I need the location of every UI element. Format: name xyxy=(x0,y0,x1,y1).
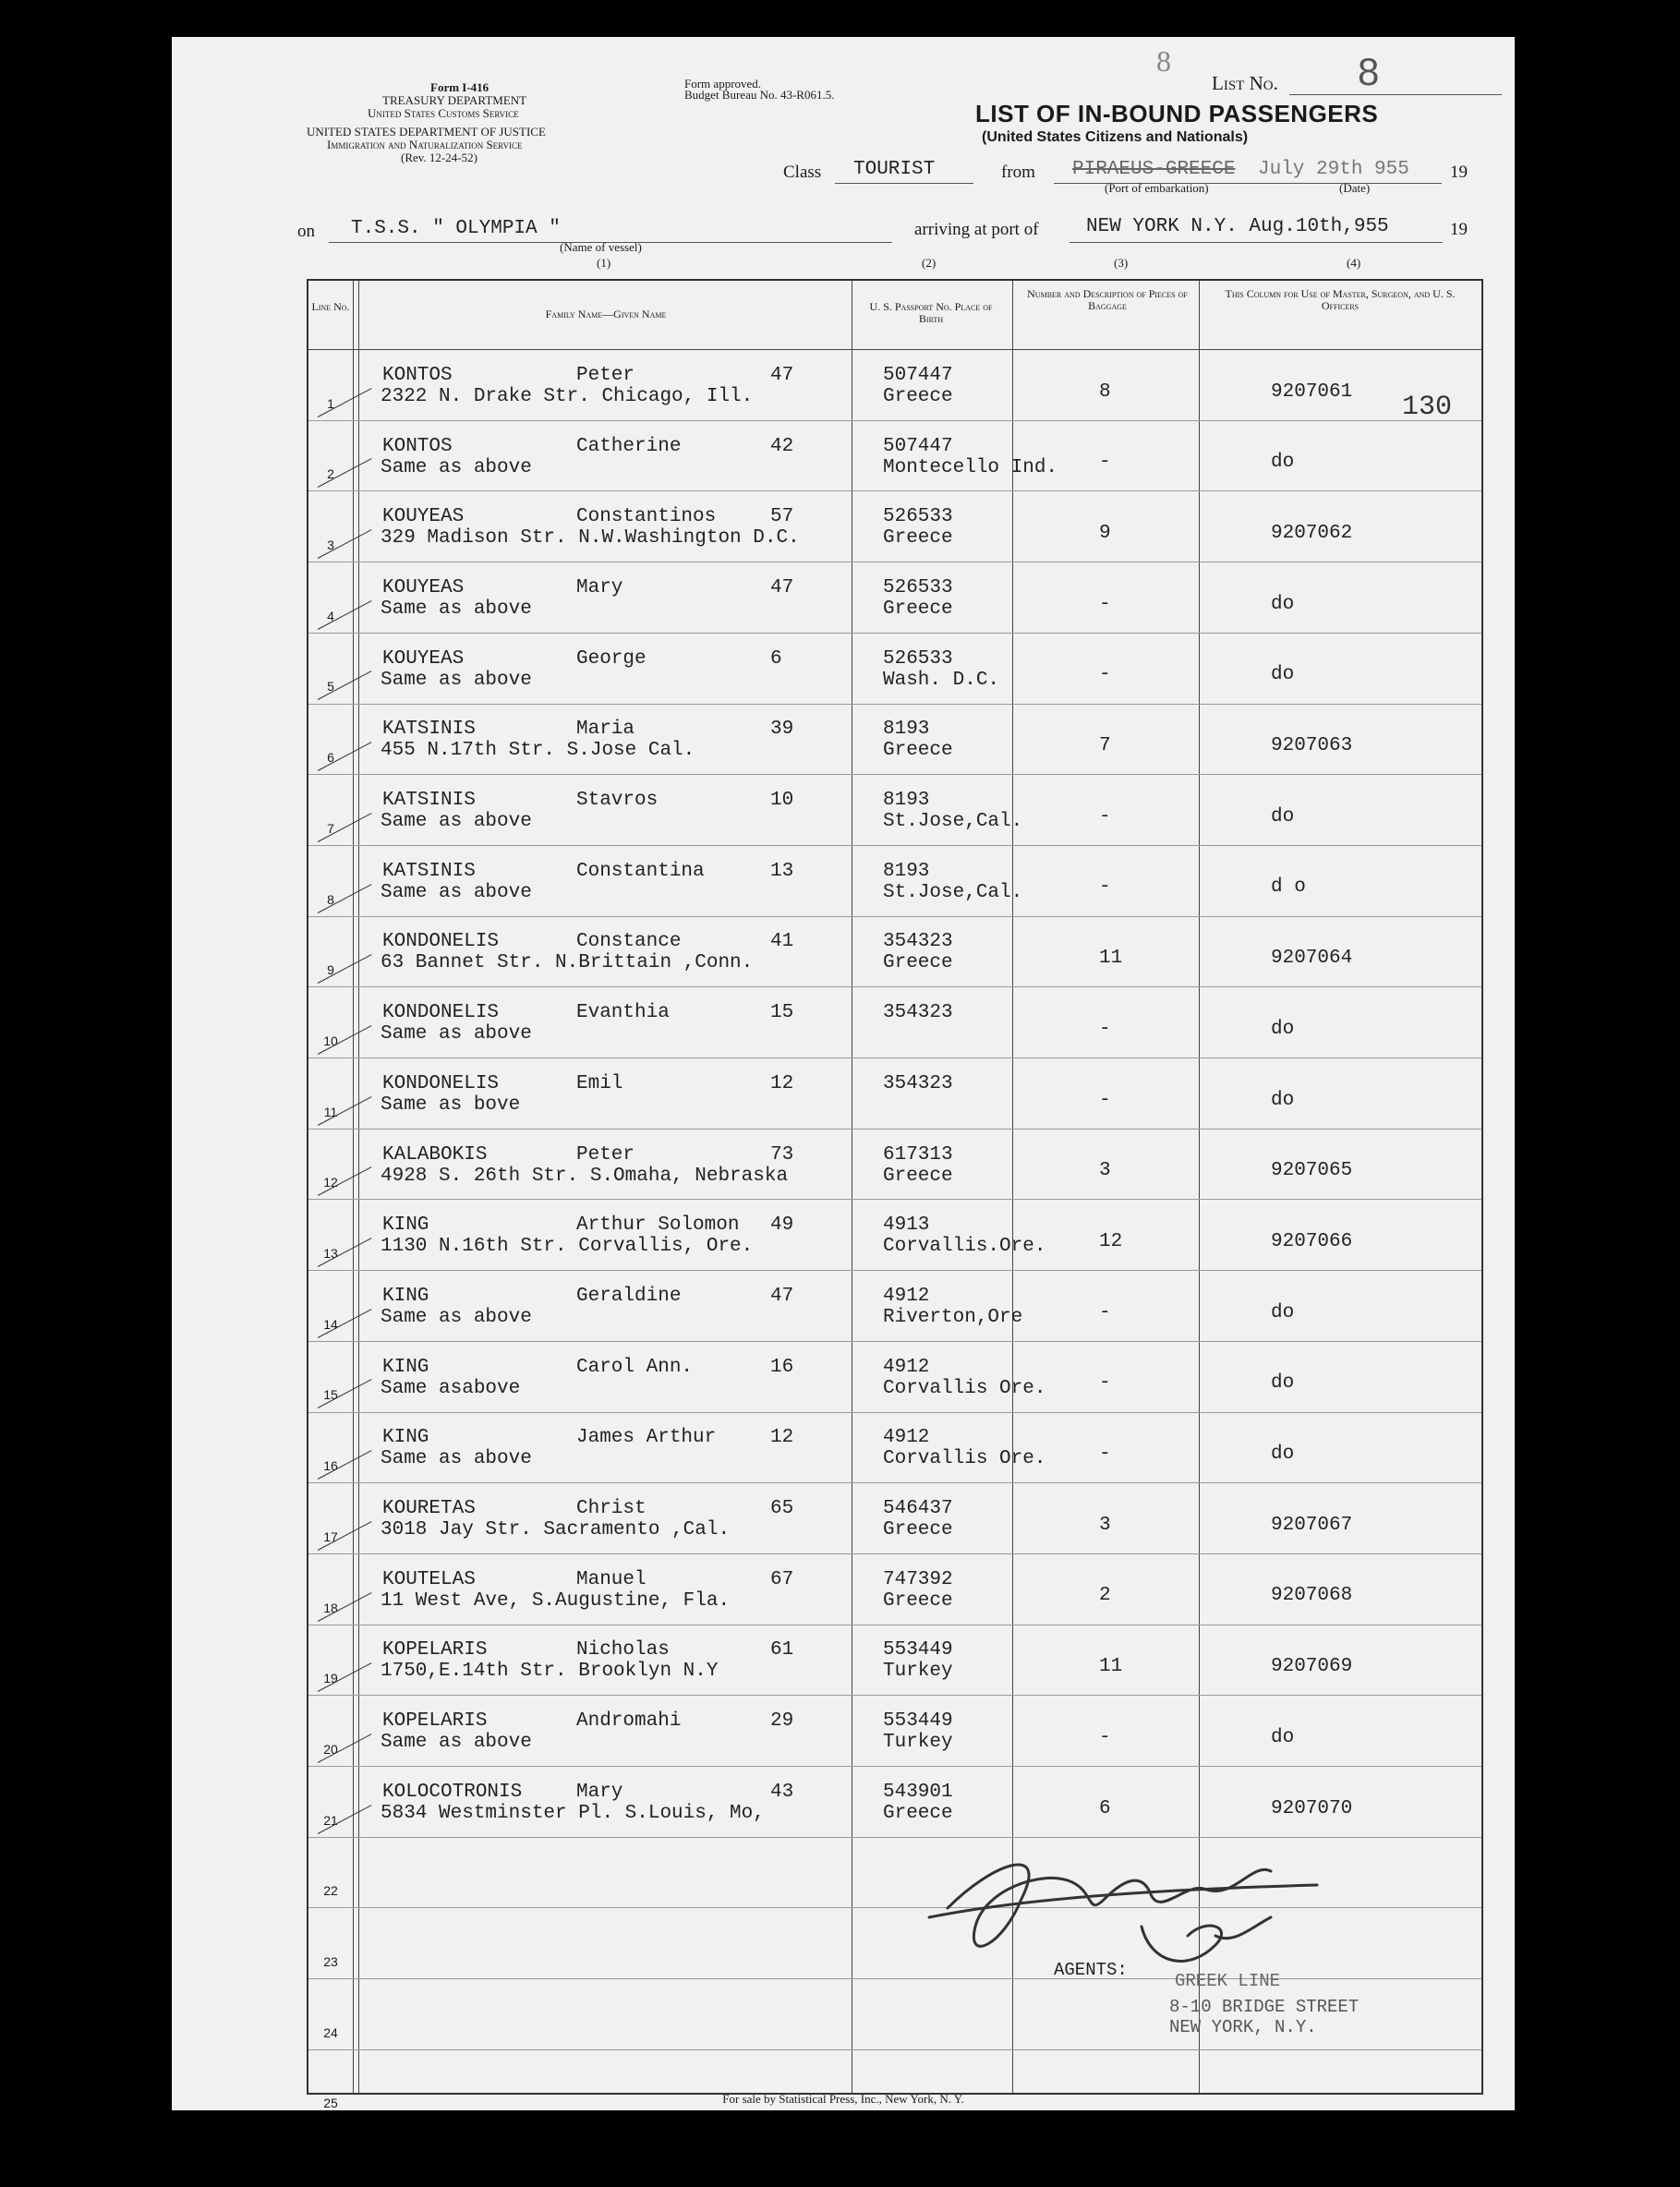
given-name: Manuel xyxy=(576,1568,647,1590)
table-row xyxy=(308,1553,1481,1625)
passport-number: 354323 xyxy=(883,1002,953,1024)
col-number-4: (4) xyxy=(1347,256,1361,270)
given-name: Arthur Solomon xyxy=(576,1214,740,1237)
table-row xyxy=(308,845,1481,916)
table-row xyxy=(308,986,1481,1057)
line-number: 1 xyxy=(327,395,334,411)
place-of-birth: Montecello Ind. xyxy=(883,456,1058,478)
given-name: Peter xyxy=(576,1143,635,1166)
address: 1750,E.14th Str. Brooklyn N.Y xyxy=(381,1661,719,1683)
baggage-count: 2 xyxy=(1099,1585,1111,1607)
age: 13 xyxy=(770,860,794,882)
given-name: Mary xyxy=(576,576,623,598)
family-name: KONTOS xyxy=(382,364,453,386)
table-row xyxy=(308,916,1481,987)
address: 5834 Westminster Pl. S.Louis, Mo, xyxy=(381,1802,765,1824)
officer-use: 9207062 xyxy=(1271,522,1353,544)
line-number: 4 xyxy=(327,608,334,623)
line-number: 20 xyxy=(323,1741,338,1757)
family-name: KING xyxy=(382,1214,429,1237)
age: 16 xyxy=(770,1356,794,1378)
address: Same as above xyxy=(381,598,532,620)
col-number-1: (1) xyxy=(597,256,611,270)
line-number: 9 xyxy=(327,962,334,978)
manifest-page xyxy=(172,37,1515,2110)
passport-number: 553449 xyxy=(883,1710,953,1733)
line-number: 8 xyxy=(327,891,334,907)
age: 67 xyxy=(770,1568,794,1590)
age: 41 xyxy=(770,931,794,953)
address: Same as above xyxy=(381,1023,532,1045)
given-name: Stavros xyxy=(576,790,659,812)
header-passport: U. S. Passport No. Place of Birth xyxy=(869,300,993,325)
baggage-count: 11 xyxy=(1099,948,1123,970)
place-of-birth: Greece xyxy=(883,1589,953,1612)
place-of-birth: Wash. D.C. xyxy=(883,669,1000,691)
baggage-count: - xyxy=(1099,593,1111,615)
from-label: from xyxy=(1001,163,1035,182)
officer-use: 9207069 xyxy=(1271,1656,1353,1678)
manifest-title: LIST OF IN-BOUND PASSENGERS xyxy=(975,100,1379,127)
officer-use: do xyxy=(1271,1444,1295,1465)
table-row xyxy=(308,1482,1481,1553)
agents-line-2: 8-10 BRIDGE STREET xyxy=(1169,1997,1360,2017)
line-number: 18 xyxy=(323,1600,338,1615)
officer-use: 9207070 xyxy=(1271,1797,1353,1819)
justice-dept: UNITED STATES DEPARTMENT OF JUSTICE xyxy=(307,125,546,139)
place-of-birth: Greece xyxy=(883,1165,953,1187)
officer-extra-mark: 130 xyxy=(1402,392,1453,423)
officer-use: do xyxy=(1271,452,1295,474)
baggage-count: - xyxy=(1099,452,1111,474)
customs-service: United States Customs Service xyxy=(368,106,519,120)
table-row xyxy=(308,1412,1481,1483)
family-name: KING xyxy=(382,1427,429,1449)
baggage-count: - xyxy=(1099,805,1111,828)
revision: (Rev. 12-24-52) xyxy=(401,151,477,164)
place-of-birth: Greece xyxy=(883,1519,953,1541)
baggage-count: - xyxy=(1099,1726,1111,1748)
table-row xyxy=(308,490,1481,562)
given-name: Mary xyxy=(576,1781,623,1803)
place-of-birth: Greece xyxy=(883,740,953,762)
passport-number: 553449 xyxy=(883,1639,953,1661)
age: 47 xyxy=(770,1285,794,1307)
address: 3018 Jay Str. Sacramento ,Cal. xyxy=(381,1519,731,1541)
col-number-2: (2) xyxy=(922,256,937,270)
family-name: KONDONELIS xyxy=(382,1072,500,1094)
family-name: KOPELARIS xyxy=(382,1710,488,1733)
address: Same as above xyxy=(381,1448,532,1470)
address: 329 Madison Str. N.W.Washington D.C. xyxy=(381,527,800,550)
address: 4928 S. 26th Str. S.Omaha, Nebraska xyxy=(381,1165,789,1187)
given-name: George xyxy=(576,647,647,670)
given-name: Peter xyxy=(576,364,635,386)
place-of-birth: St.Jose,Cal. xyxy=(883,881,1023,903)
officer-use: 9207065 xyxy=(1271,1160,1353,1182)
line-number: 25 xyxy=(323,2096,338,2111)
port-of-arrival: NEW YORK N.Y. Aug.10th,955 xyxy=(1086,216,1389,237)
officer-use: do xyxy=(1271,664,1295,686)
passport-number: 354323 xyxy=(883,1072,953,1094)
passport-number: 4912 xyxy=(883,1356,930,1378)
line-number: 7 xyxy=(327,820,334,836)
family-name: KALABOKIS xyxy=(382,1143,488,1166)
family-name: KATSINIS xyxy=(382,790,476,812)
officer-use: 9207061 xyxy=(1271,381,1353,403)
officer-use: do xyxy=(1271,805,1295,828)
table-row xyxy=(308,349,1481,420)
table-row xyxy=(308,2049,1481,2121)
age: 43 xyxy=(770,1781,794,1803)
given-name: Constance xyxy=(576,931,682,953)
age: 12 xyxy=(770,1072,794,1094)
date-caption: (Date) xyxy=(1339,181,1371,195)
officer-use: do xyxy=(1271,593,1295,615)
passport-number: 8193 xyxy=(883,860,930,882)
table-row xyxy=(308,1341,1481,1412)
address: Same asabove xyxy=(381,1377,521,1399)
list-no-label: List No. xyxy=(1212,72,1278,94)
passport-number: 4913 xyxy=(883,1214,930,1237)
agents-line-1: GREEK LINE xyxy=(1175,1971,1281,1991)
line-number: 11 xyxy=(323,1104,338,1119)
baggage-count: 3 xyxy=(1099,1514,1111,1536)
address: Same as above xyxy=(381,1732,532,1754)
given-name: Constantina xyxy=(576,860,705,882)
line-number: 6 xyxy=(327,750,334,766)
family-name: KOUYEAS xyxy=(382,506,465,528)
form-approved: Form approved. xyxy=(684,77,762,91)
family-name: KOUTELAS xyxy=(382,1568,476,1590)
officer-use: 9207066 xyxy=(1271,1230,1353,1252)
officer-use: do xyxy=(1271,1018,1295,1040)
line-number: 12 xyxy=(323,1175,338,1190)
immigration-service: Immigration and Naturalization Service xyxy=(327,138,523,151)
given-name: Emil xyxy=(576,1072,623,1094)
baggage-count: 3 xyxy=(1099,1160,1111,1182)
officer-use: 9207068 xyxy=(1271,1585,1353,1607)
given-name: Andromahi xyxy=(576,1710,682,1733)
place-of-birth: Riverton,Ore xyxy=(883,1306,1023,1328)
place-of-birth: Corvallis Ore. xyxy=(883,1448,1046,1470)
age: 57 xyxy=(770,506,794,528)
address: 1130 N.16th Str. Corvallis, Ore. xyxy=(381,1236,754,1258)
table-row xyxy=(308,1270,1481,1341)
family-name: KOUYEAS xyxy=(382,576,465,598)
list-no-pencil: 8 xyxy=(1156,44,1171,78)
officer-use: 9207067 xyxy=(1271,1514,1353,1536)
on-label: on xyxy=(297,222,315,241)
line-number: 22 xyxy=(323,1883,338,1899)
address: Same as above xyxy=(381,456,532,478)
officer-use: do xyxy=(1271,1301,1295,1323)
baggage-count: - xyxy=(1099,1444,1111,1465)
officer-use: 9207064 xyxy=(1271,948,1353,970)
year-2: 19 xyxy=(1450,220,1468,239)
place-of-birth: Greece xyxy=(883,598,953,620)
line-number: 10 xyxy=(323,1033,338,1048)
officer-use: 9207063 xyxy=(1271,735,1353,756)
header-line-no: Line No. xyxy=(311,300,350,313)
address: Same as above xyxy=(381,881,532,903)
passport-number: 526533 xyxy=(883,576,953,598)
table-row xyxy=(308,704,1481,775)
baggage-count: - xyxy=(1099,1301,1111,1323)
vessel-caption: (Name of vessel) xyxy=(560,240,642,254)
age: 39 xyxy=(770,719,794,741)
place-of-birth: St.Jose,Cal. xyxy=(883,811,1023,833)
port-of-embarkation: PIRAEUS-GREECE xyxy=(1072,159,1236,180)
table-row xyxy=(308,1625,1481,1696)
baggage-count: 12 xyxy=(1099,1230,1123,1252)
baggage-count: 9 xyxy=(1099,522,1111,544)
officer-use: do xyxy=(1271,1372,1295,1395)
passport-number: 4912 xyxy=(883,1427,930,1449)
family-name: KING xyxy=(382,1356,429,1378)
family-name: KOURETAS xyxy=(382,1498,476,1520)
age: 65 xyxy=(770,1498,794,1520)
line-number: 24 xyxy=(323,2024,338,2040)
place-of-birth: Corvallis Ore. xyxy=(883,1377,1046,1399)
officer-use: do xyxy=(1271,1726,1295,1748)
treasury-dept: TREASURY DEPARTMENT xyxy=(382,93,527,107)
embarkation-date: July 29th 955 xyxy=(1258,159,1409,180)
passport-number: 507447 xyxy=(883,435,953,457)
table-row xyxy=(308,1695,1481,1766)
officer-use: d o xyxy=(1271,876,1306,899)
table-row xyxy=(308,420,1481,491)
age: 6 xyxy=(770,647,782,670)
age: 47 xyxy=(770,364,794,386)
baggage-count: 7 xyxy=(1099,735,1111,756)
place-of-birth: Greece xyxy=(883,952,953,974)
age: 42 xyxy=(770,435,794,457)
given-name: Evanthia xyxy=(576,1002,670,1024)
form-number: Form I-416 xyxy=(430,80,489,94)
family-name: KATSINIS xyxy=(382,860,476,882)
place-of-birth: Turkey xyxy=(883,1661,953,1683)
manifest-subtitle: (United States Citizens and Nationals) xyxy=(982,129,1249,145)
year-1: 19 xyxy=(1450,163,1468,182)
family-name: KONDONELIS xyxy=(382,931,500,953)
address: Same as bove xyxy=(381,1094,521,1116)
budget-bureau: Budget Bureau No. 43-R061.5. xyxy=(684,88,835,102)
baggage-count: - xyxy=(1099,876,1111,899)
address: 2322 N. Drake Str. Chicago, Ill. xyxy=(381,385,754,407)
table-row xyxy=(308,1199,1481,1270)
line-number: 2 xyxy=(327,466,334,482)
passport-number: 507447 xyxy=(883,364,953,386)
passport-number: 8193 xyxy=(883,790,930,812)
family-name: KONTOS xyxy=(382,435,453,457)
age: 61 xyxy=(770,1639,794,1661)
header-baggage: Number and Description of Pieces of Baggage xyxy=(1027,287,1188,312)
passport-number: 617313 xyxy=(883,1143,953,1166)
signature-scribble xyxy=(911,1806,1336,1982)
place-of-birth: Corvallis.Ore. xyxy=(883,1236,1046,1258)
address: Same as above xyxy=(381,669,532,691)
address: 455 N.17th Str. S.Jose Cal. xyxy=(381,740,695,762)
passport-number: 543901 xyxy=(883,1781,953,1803)
table-row xyxy=(308,633,1481,704)
agents-line-3: NEW YORK, N.Y. xyxy=(1169,2017,1317,2037)
passport-number: 526533 xyxy=(883,506,953,528)
baggage-count: - xyxy=(1099,1018,1111,1040)
vessel-name: T.S.S. " OLYMPIA " xyxy=(351,218,561,239)
officer-use: do xyxy=(1271,1089,1295,1111)
place-of-birth: Turkey xyxy=(883,1732,953,1754)
age: 49 xyxy=(770,1214,794,1237)
line-number: 17 xyxy=(323,1528,338,1544)
family-name: KONDONELIS xyxy=(382,1002,500,1024)
table-row xyxy=(308,1129,1481,1200)
address: Same as above xyxy=(381,1306,532,1328)
passport-number: 747392 xyxy=(883,1568,953,1590)
given-name: Constantinos xyxy=(576,506,717,528)
age: 10 xyxy=(770,790,794,812)
passport-number: 8193 xyxy=(883,719,930,741)
given-name: James Arthur xyxy=(576,1427,717,1449)
given-name: Geraldine xyxy=(576,1285,682,1307)
baggage-count: 8 xyxy=(1099,381,1111,403)
family-name: KING xyxy=(382,1285,429,1307)
header-officers: This Column for Use of Master, Surgeon, and U. S. Officers xyxy=(1225,287,1456,312)
given-name: Christ xyxy=(576,1498,647,1520)
table-row xyxy=(308,1057,1481,1129)
line-number: 19 xyxy=(323,1671,338,1686)
line-number: 21 xyxy=(323,1812,338,1828)
baggage-count: 11 xyxy=(1099,1656,1123,1678)
line-number: 13 xyxy=(323,1246,338,1262)
address: 63 Bannet Str. N.Brittain ,Conn. xyxy=(381,952,754,974)
line-number: 14 xyxy=(323,1316,338,1332)
port-caption: (Port of embarkation) xyxy=(1105,181,1209,195)
place-of-birth: Greece xyxy=(883,385,953,407)
age: 29 xyxy=(770,1710,794,1733)
age: 47 xyxy=(770,576,794,598)
family-name: KOLOCOTRONIS xyxy=(382,1781,523,1803)
agents-label: AGENTS: xyxy=(1054,1960,1128,1980)
baggage-count: - xyxy=(1099,1089,1111,1111)
address: Same as above xyxy=(381,811,532,833)
given-name: Catherine xyxy=(576,435,682,457)
line-number: 16 xyxy=(323,1458,338,1474)
line-number: 23 xyxy=(323,1954,338,1970)
given-name: Nicholas xyxy=(576,1639,670,1661)
line-number: 5 xyxy=(327,679,334,695)
given-name: Carol Ann. xyxy=(576,1356,694,1378)
family-name: KOUYEAS xyxy=(382,647,465,670)
baggage-count: - xyxy=(1099,664,1111,686)
line-number: 15 xyxy=(323,1387,338,1403)
age: 15 xyxy=(770,1002,794,1024)
list-no-value: 8 xyxy=(1358,50,1380,93)
family-name: KATSINIS xyxy=(382,719,476,741)
passport-number: 354323 xyxy=(883,931,953,953)
baggage-count: - xyxy=(1099,1372,1111,1395)
passport-number: 526533 xyxy=(883,647,953,670)
passport-number: 546437 xyxy=(883,1498,953,1520)
header-name: Family Name—Given Name xyxy=(545,308,667,320)
table-row xyxy=(308,562,1481,633)
baggage-count: 6 xyxy=(1099,1797,1111,1819)
age: 73 xyxy=(770,1143,794,1166)
class-label: Class xyxy=(783,163,822,182)
address: 11 West Ave, S.Augustine, Fla. xyxy=(381,1589,731,1612)
footer-note: For sale by Statistical Press, Inc., New York, N. Y. xyxy=(722,2092,964,2106)
family-name: KOPELARIS xyxy=(382,1639,488,1661)
line-number: 3 xyxy=(327,538,334,553)
col-number-3: (3) xyxy=(1114,256,1129,270)
passport-number: 4912 xyxy=(883,1285,930,1307)
table-row xyxy=(308,774,1481,845)
place-of-birth: Greece xyxy=(883,1802,953,1824)
arriving-label: arriving at port of xyxy=(914,220,1039,239)
place-of-birth: Greece xyxy=(883,527,953,550)
class-value: TOURIST xyxy=(853,159,936,180)
given-name: Maria xyxy=(576,719,635,741)
age: 12 xyxy=(770,1427,794,1449)
